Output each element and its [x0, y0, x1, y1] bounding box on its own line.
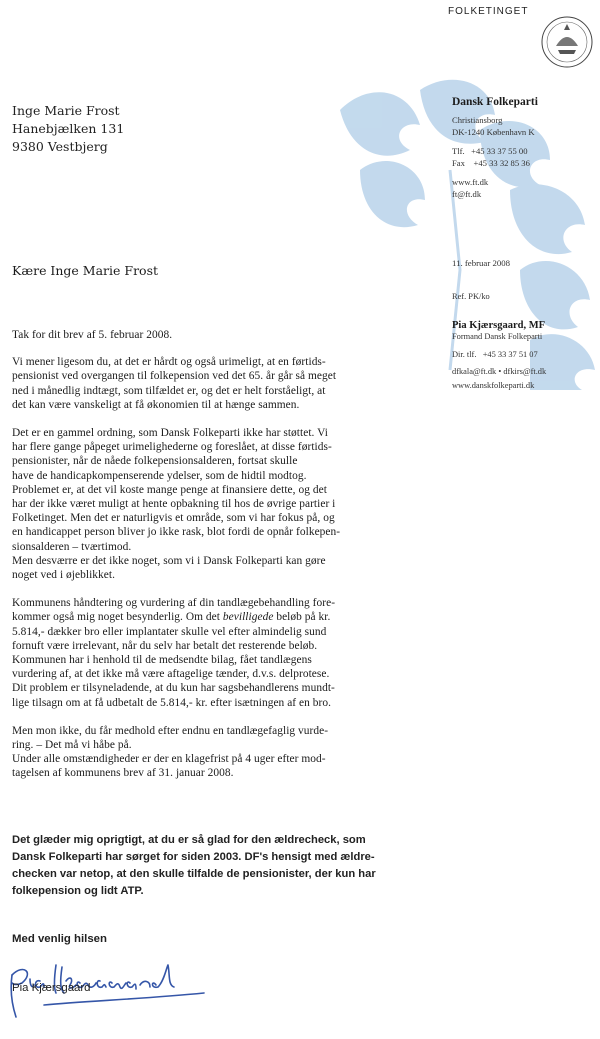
- sender-block: [452, 96, 597, 200]
- paragraph-4-line: Kommunens håndtering og vurdering af din tandlægebehandling fore-: [12, 597, 336, 610]
- text-line: noget ved i øjeblikket.: [12, 569, 116, 582]
- text-line: pensionister, når de nåede folkepensionsalderen, fortsat skulle: [12, 455, 298, 468]
- text-line: have de handicapkompenserende ydelser, som de hidtil modtog.: [12, 469, 307, 482]
- sender-web: www.ft.dk: [452, 177, 489, 187]
- text-line: Vi mener ligesom du, at det er hårdt og også urimeligt, at en førtids-: [12, 356, 326, 369]
- sender-address2: DK-1240 København K: [452, 126, 535, 137]
- signer-block: [452, 320, 597, 391]
- text-run: beløb på kr.: [273, 611, 331, 624]
- paragraph-4-rest: [12, 625, 432, 710]
- recipient-street: Hanebjælken 131: [12, 121, 125, 136]
- reference: Ref. PK/ko: [452, 292, 490, 301]
- salutation: Kære Inge Marie Frost: [12, 263, 159, 278]
- recipient-name: Inge Marie Frost: [12, 103, 120, 118]
- text-line: 5.814,- dækker bro eller implantater skulle vel efter almindelig sund: [12, 625, 327, 638]
- text-run: kommer også mig noget besynderlig. Om det: [12, 611, 223, 624]
- letterhead-title: FOLKETINGET: [448, 6, 529, 17]
- signer-direct-phone: Dir. tlf. +45 33 37 51 07: [452, 349, 538, 359]
- text-line: folkepension og lidt ATP.: [12, 885, 144, 897]
- sender-phone: Tlf. +45 33 37 55 00: [452, 146, 528, 156]
- paragraph-6-bold: [12, 832, 452, 900]
- text-line: Folketinget. Men det er naturligvis et område, som vi har fokus på, og: [12, 512, 335, 525]
- text-line: en handicappet person bliver jo ikke rask, blot fordi de opnår folkepen-: [12, 526, 341, 539]
- text-line: Det glæder mig oprigtigt, at du er så glad for den ældrecheck, som: [12, 834, 366, 846]
- paragraph-1: Tak for dit brev af 5. februar 2008.: [12, 329, 173, 341]
- signer-name: Pia Kjærsgaard, MF: [452, 320, 546, 331]
- paragraph-4-line: [12, 610, 432, 624]
- text-line: Dit problem er tilsyneladende, at du kun har sagsbehandlerens mundt-: [12, 682, 335, 695]
- letter-date: 11. februar 2008: [452, 258, 511, 268]
- paragraph-4: [12, 596, 432, 710]
- text-line: Men desværre er det ikke noget, som vi i Dansk Folkeparti kan gøre: [12, 554, 326, 567]
- text-line: Dansk Folkeparti har sørget for siden 2003. DF's hensigt med ældre-: [12, 851, 375, 863]
- text-line: har der ikke været muligt at hente opbakning til hos de øvrige partier i: [12, 498, 336, 511]
- paragraph-5: [12, 724, 432, 781]
- folketinget-seal-icon: [540, 6, 594, 72]
- text-line: Men mon ikke, du får medhold efter endnu en tandlægefaglig vurde-: [12, 724, 329, 737]
- emphasis-bevilligede: bevilligede: [222, 611, 274, 624]
- text-line: ned i månedlig indtægt, som tilfældet er, og det er helt forståeligt, at: [12, 384, 326, 397]
- text-line: Problemet er, at det vil koste mange penge at finansiere dette, og det: [12, 483, 327, 496]
- signer-web: www.danskfolkeparti.dk: [452, 380, 535, 390]
- text-line: Under alle omstændigheder er der en klagefrist på 4 uger efter mod-: [12, 753, 326, 766]
- paragraph-2: [12, 355, 432, 412]
- text-line: fornuft være irrelevant, når du selv har betalt det resterende beløb.: [12, 639, 318, 652]
- signer-title: Formand Dansk Folkeparti: [452, 332, 543, 341]
- text-line: ring. – Det må vi håbe på.: [12, 739, 132, 752]
- text-line: vurdering af, at det ikke må være aftagelige tænder, d.v.s. delprotese.: [12, 668, 330, 681]
- text-line: tagelsen af kommunens brev af 31. januar 2008.: [12, 767, 234, 780]
- text-line: lige tilsagn om at få udbetalt de 5.814,- kr. efter isætningen af en bro.: [12, 696, 332, 709]
- closing: Med venlig hilsen: [12, 933, 107, 945]
- signer-emails: dfkala@ft.dk • dfkirs@ft.dk: [452, 367, 547, 376]
- text-line: har flere gange påpeget urimelighederne og foreslået, at disse førtids-: [12, 441, 332, 454]
- sender-address1: Christiansborg: [452, 115, 503, 125]
- text-line: Det er en gammel ordning, som Dansk Folkeparti ikke har støttet. Vi: [12, 427, 328, 440]
- text-line: sionsalderen – tværtimod.: [12, 540, 132, 553]
- text-line: Kommunen har i henhold til de medsendte bilag, fået tandlægens: [12, 654, 312, 667]
- signatory-name: Pia Kjærsgaard: [12, 982, 91, 994]
- recipient-city: 9380 Vestbjerg: [12, 139, 108, 154]
- sender-org: Dansk Folkeparti: [452, 96, 538, 108]
- sender-fax: Fax +45 33 32 85 36: [452, 157, 530, 168]
- recipient-address: [12, 102, 124, 156]
- text-line: det kan være vanskeligt at få økonomien til at hænge sammen.: [12, 398, 300, 411]
- sender-email: ft@ft.dk: [452, 188, 482, 199]
- paragraph-3: [12, 426, 432, 582]
- letter-body: [12, 328, 432, 795]
- text-line: checken var netop, at den skulle tilfalde de pensionister, der kun har: [12, 868, 376, 880]
- text-line: pensionist ved overgangen til folkepension ved det 65. år går så meget: [12, 370, 337, 383]
